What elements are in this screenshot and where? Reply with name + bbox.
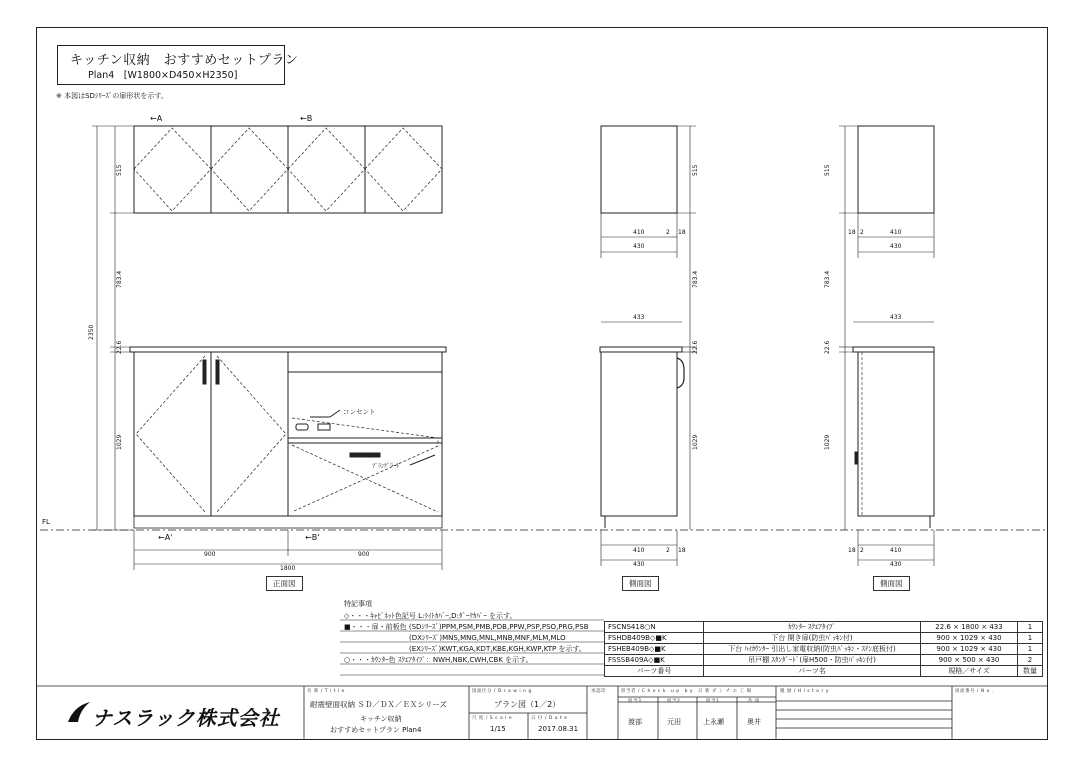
section-b2-marker: ←B'	[305, 533, 320, 542]
part-qty: 1	[1018, 644, 1043, 655]
history-label: 履 歴 / H i s t o r y	[780, 689, 829, 694]
side1-dim-410: 410	[633, 229, 645, 236]
parts-table	[604, 621, 1043, 677]
side1-view-label: 側面図	[622, 576, 659, 591]
side1-h1029: 1029	[692, 434, 699, 450]
dim-base: 1029	[116, 434, 123, 450]
title-name-plan: おすすめセットプラン Plan4	[330, 726, 422, 734]
front-view-label: 正面図	[266, 576, 303, 591]
section-a-marker: ←A	[150, 114, 163, 123]
drawing-note: ※ 本図はSDｼﾘｰｽﾞの扉形状を示す。	[56, 92, 168, 100]
side1-upper	[601, 126, 677, 213]
table-row	[605, 622, 1043, 633]
date-label: 日 付 / D a t e	[531, 716, 568, 721]
title-name-series: 耐震壁面収納 ＳＤ／ＤＸ／ＥＸシリーズ	[310, 700, 448, 709]
side1-dim-2-bottom: 2	[666, 547, 670, 554]
side1-h226: 22.6	[692, 340, 699, 354]
side1-dim-18-bottom: 18	[678, 547, 686, 554]
part-qty: 1	[1018, 622, 1043, 633]
dim-top: 22.6	[116, 340, 123, 354]
part-qty: 1	[1018, 633, 1043, 644]
scale-value: 1/15	[490, 725, 506, 733]
side2-dim-410-bottom: 410	[890, 547, 902, 554]
table-row	[605, 644, 1043, 655]
section-b-marker: ←B	[300, 114, 313, 123]
part-number: FSSSB409A◇■K	[605, 655, 704, 666]
side2-dim-410: 410	[890, 229, 902, 236]
dim-width-right: 900	[358, 551, 370, 558]
table-header-row	[605, 666, 1043, 677]
dim-width-left: 900	[204, 551, 216, 558]
side2-h515: 515	[824, 164, 831, 176]
side2-h1029: 1029	[824, 434, 831, 450]
side1-dim-430: 430	[633, 243, 645, 250]
part-size: 900 × 500 × 430	[921, 655, 1018, 666]
side2-dim-430: 430	[890, 243, 902, 250]
side2-h226: 22.6	[824, 340, 831, 354]
spec-line: (DXｼﾘｰｽﾞ)MNS,MNG,MNL,MNB,MNF,MLM,MLO	[409, 634, 566, 642]
spec-line: (EXｼﾘｰｽﾞ)KWT,KGA,KDT,KBE,KGH,KWP,KTP を示す。	[409, 645, 586, 653]
outlet-label: コンセント	[343, 408, 376, 416]
spec-line: ◇・・・ｷｬﾋﾞﾈｯﾄ色記号 L:ﾗｲﾄｶﾊﾞｰ,D:ﾀﾞｰｸｶﾊﾞｰ を示す。	[344, 612, 517, 620]
dim-upper: 515	[116, 164, 123, 176]
drawer-label: ﾌﾞﾗﾝｹﾞﾗｰﾄﾞ	[372, 463, 403, 470]
side2-dim-433: 433	[890, 314, 902, 321]
company-logo: ナスラック株式会社	[92, 706, 280, 730]
side1-lower	[601, 352, 677, 516]
floor-label: FL	[42, 518, 50, 526]
side2-h783: 783.4	[824, 270, 831, 288]
header-size: 規格／サイズ	[921, 666, 1018, 677]
side1-dim-430-bottom: 430	[633, 561, 645, 568]
side1-h515: 515	[692, 164, 699, 176]
title-name-label: 名 称 / T i t l e	[307, 689, 345, 694]
approval-label: 承認印	[591, 689, 606, 694]
lower-cabinet-right	[288, 352, 442, 516]
drawing-number-label: 図面番号 / N o .	[955, 689, 994, 694]
part-name: ｶｳﾝﾀｰ ｽｸｴｱﾀｲﾌﾟ	[704, 622, 921, 633]
side1-dim-433: 433	[633, 314, 645, 321]
side2-dim-18: 18	[848, 229, 856, 236]
drafter-name: 奥井	[747, 718, 761, 726]
side1-dim-18: 18	[678, 229, 686, 236]
dim-mid: 783.4	[116, 270, 123, 288]
side2-dim-2: 2	[860, 229, 864, 236]
part-number: FSHEB409B◇■K	[605, 644, 704, 655]
counter	[130, 347, 446, 352]
side2-dim-18-bottom: 18	[848, 547, 856, 554]
side2-dim-430-bottom: 430	[890, 561, 902, 568]
company-logo-icon	[66, 700, 92, 726]
part-size: 900 × 1029 × 430	[921, 633, 1018, 644]
side1-dim-2: 2	[666, 229, 670, 236]
part-name: 吊戸棚 ｽﾀﾝﾀﾞｰﾄﾞ(扉H500・防虫ﾊﾟｯｷﾝ付)	[704, 655, 921, 666]
part-number: FSHDB409B◇■K	[605, 633, 704, 644]
part-number: FSCNS418○N	[605, 622, 704, 633]
date-value: 2017.08.31	[538, 725, 579, 733]
staff-1-label: 担当1	[706, 699, 720, 704]
part-size: 22.6 × 1800 × 433	[921, 622, 1018, 633]
part-name: 下台 開き扉(防虫ﾊﾟｯｷﾝ付)	[704, 633, 921, 644]
side2-view-label: 側面図	[873, 576, 910, 591]
part-qty: 2	[1018, 655, 1043, 666]
drawing-subtitle: Plan4 [W1800×D450×H2350]	[88, 70, 238, 81]
dim-width-total: 1800	[280, 565, 296, 572]
side2-upper	[858, 126, 934, 213]
staff-3-label: 担当3	[628, 699, 642, 704]
check-label: 担当者 / C h e c k u p b y 日 新 ダ ン チ エ 工 場	[621, 689, 752, 694]
spec-line: ■・・・扉・前板色 (SDｼﾘｰｽﾞ)PPM,PSM,PMB,PDB,PPW,PSP,PSO,PRG,PSB	[344, 623, 589, 631]
header-part-number: パーツ番号	[605, 666, 704, 677]
side1-h783: 783.4	[692, 270, 699, 288]
spec-heading: 特記事項	[344, 600, 372, 608]
header-part-name: パーツ名	[704, 666, 921, 677]
side2-lower	[858, 352, 934, 516]
drafter-label: 作 図	[748, 699, 760, 704]
dim-total-height: 2350	[88, 324, 95, 340]
drawing-title: キッチン収納 おすすめセットプラン	[70, 53, 299, 68]
side1-counter	[600, 347, 682, 352]
table-row	[605, 655, 1043, 666]
section-a2-marker: ←A'	[158, 533, 173, 542]
header-qty: 数量	[1018, 666, 1043, 677]
staff-2-name: 元田	[667, 718, 681, 726]
spec-line: ○・・・ｶｳﾝﾀｰ色 ｽｸｴｱﾀｲﾌﾟ：NWH,NBK,CWH,CBK を示す。	[344, 656, 533, 664]
side1-dim-410-bottom: 410	[633, 547, 645, 554]
part-name: 下台 ﾊｲｶｳﾝﾀｰ 引出し家電収納(防虫ﾊﾟｯｷﾝ・ｽﾃﾝ底板付)	[704, 644, 921, 655]
drawing-type: プラン図（1／2）	[494, 700, 561, 709]
staff-3-name: 渡部	[628, 718, 642, 726]
staff-2-label: 担当2	[667, 699, 681, 704]
part-size: 900 × 1029 × 430	[921, 644, 1018, 655]
staff-1-name: 上永瀬	[703, 718, 724, 726]
drawing-type-label: 図面区分 / D r a w i n g	[472, 689, 532, 694]
side2-dim-2-bottom: 2	[860, 547, 864, 554]
scale-label: 尺 度 / S c a l e	[472, 716, 513, 721]
side2-counter	[853, 347, 934, 352]
table-row	[605, 633, 1043, 644]
title-name-kitchen: キッチン収納	[360, 715, 402, 723]
